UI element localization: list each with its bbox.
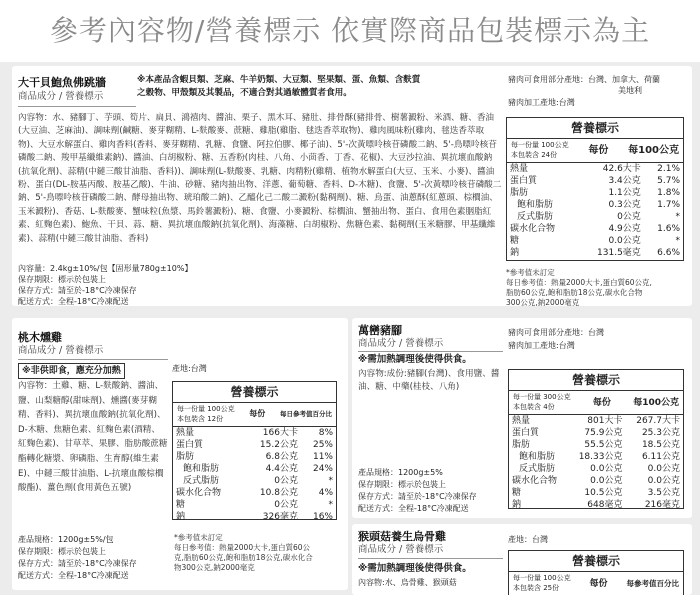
- nutrient-name: 反式脂肪: [183, 476, 220, 487]
- nutrition-row: [173, 463, 336, 475]
- nutrient-per-100g: 1.8%: [657, 188, 680, 199]
- col-daily-value: 每日參考值百分比: [280, 410, 332, 419]
- shelf-life-text: 保存期限：標示於包裝上: [18, 275, 106, 284]
- nutrient-per-serving: 1.1公克: [608, 188, 641, 199]
- nutrition-row: [173, 451, 336, 463]
- nutrition-row: [507, 235, 683, 247]
- nutrient-per-100g: *: [675, 236, 680, 247]
- nutrition-row: [509, 439, 683, 451]
- volume-text: 內容量：2.4kg±10%/包【固形量780g±10%】: [18, 264, 193, 273]
- nutrient-name: 熱量: [176, 428, 195, 439]
- nutrient-per-100g: 8%: [318, 428, 333, 439]
- nutrition-row: [509, 415, 683, 427]
- nutrient-per-serving: 131.5毫克: [597, 248, 641, 259]
- nutrient-name: 蛋白質: [510, 176, 538, 187]
- nutrition-row: [509, 475, 683, 487]
- origin-label: 產地：台灣: [508, 535, 548, 544]
- nutrient-name: 糖: [512, 488, 522, 499]
- nutrient-per-100g: *: [328, 476, 333, 487]
- origin-label: 產地:台灣: [172, 364, 207, 373]
- nutrition-row: [507, 187, 683, 199]
- nutrient-per-100g: *: [675, 212, 680, 223]
- nutrition-row: [509, 451, 683, 463]
- serving-size: 每一份量 100公克: [513, 574, 571, 583]
- origin-label-2: 美地利: [618, 86, 642, 95]
- nutrient-per-serving: 10.8公克: [259, 488, 298, 499]
- product-subtitle: 商品成分 / 營養標示: [358, 338, 444, 349]
- nutrient-per-100g: 3.5公克: [647, 488, 680, 499]
- note-line: 物300公克,鈉2000毫克: [174, 563, 255, 572]
- factory-label: 豬肉加工產地:台灣: [508, 98, 575, 107]
- nutrition-facts-1: [506, 117, 684, 261]
- nutrient-name: 碳水化合物: [510, 224, 556, 235]
- serving-size: 每一份量 300公克: [513, 393, 571, 402]
- nutrient-per-100g: 16%: [312, 512, 333, 523]
- origin-label: 豬肉可食用部分產地：台灣、加拿大、荷蘭: [508, 75, 660, 84]
- nutrient-per-serving: 10.5公克: [584, 488, 623, 499]
- nutrient-per-serving: 75.9公克: [584, 428, 623, 439]
- note-line: 脂肪60公克,飽和脂肪18公克,碳水化合物: [506, 288, 643, 297]
- nutrient-per-serving: 648毫克: [587, 500, 623, 511]
- nutrient-per-serving: 6.8公克: [265, 452, 298, 463]
- ingredients-text: 內容物：土雞、糖、L-麩酸鈉、醬油、鹽、山梨糖醇(甜味劑)、燻醬(麥芽糊精、香料)、異抗壞血酸鈉(抗氧化劑)、D-木糖、焦糖色素、紅麴色素(酒精、紅麴色素)、甘草萃、果膠、脂肪酸蔗糖酯轉化糖漿、卵磷脂、生育醇(維生素E)、中鏈三酸甘油脂、L-抗壞血酸棕櫚酸酯)、薑色劑(食用黃色五號): [18, 381, 168, 494]
- nutrient-name: 熱量: [512, 416, 531, 427]
- storage-text: 保存方式：請至於-18°C冷凍保存: [18, 286, 137, 295]
- nutrient-name: 熱量: [510, 164, 529, 175]
- nutrition-title: 營養標示: [507, 118, 683, 139]
- note-line: 克,脂肪60公克,飽和脂肪18公克,碳水化合: [174, 553, 313, 562]
- nutrient-name: 蛋白質: [176, 440, 204, 451]
- transport-text: 配送方式：全程-18°C冷凍配送: [18, 571, 129, 580]
- nutrition-facts-4: [508, 550, 684, 595]
- note-line: *參考值未訂定: [506, 268, 555, 277]
- shelf-life-text: 保存期限：標示於包裝上: [18, 547, 106, 556]
- nutrition-row: [173, 511, 336, 523]
- nutrition-row: [507, 175, 683, 187]
- nutrition-row: [173, 487, 336, 499]
- storage-text: 保存方式：請至於-18°C冷凍保存: [358, 492, 477, 501]
- nutrition-title: 營養標示: [509, 551, 683, 572]
- divider: [18, 106, 136, 107]
- nutrient-per-100g: 216毫克: [644, 500, 680, 511]
- nutrient-name: 碳水化合物: [512, 476, 558, 487]
- nutrient-per-serving: 0.0公克: [608, 236, 641, 247]
- storage-text: 保存方式：請至於-18°C冷凍保存: [18, 559, 137, 568]
- factory-label: 豬肉加工產地:台灣: [508, 341, 575, 350]
- nutrient-name: 鈉: [176, 512, 186, 523]
- product-name: 大干貝鮑魚佛跳牆: [18, 76, 106, 89]
- nutrition-meta: [509, 572, 683, 595]
- nutrition-table: [509, 415, 683, 511]
- nutrient-per-100g: 5.7%: [657, 176, 680, 187]
- nutrient-per-100g: 25%: [312, 440, 333, 451]
- ingredients-text: 內容物:水、烏骨雞、猴頭菇: [358, 578, 457, 587]
- nutrient-name: 飽和脂肪: [517, 200, 554, 211]
- nutrient-name: 飽和脂肪: [519, 452, 556, 463]
- nutrition-row: [173, 499, 336, 511]
- volume-text: 產品規格：1200g±5%/包: [18, 535, 114, 544]
- col-per-100g: 每100公克: [633, 397, 679, 408]
- allergen-warning: ※本產品含蝦貝類、芝麻、牛羊奶類、大豆類、堅果類、蛋、魚類、含麩質: [137, 75, 421, 85]
- nutrition-row: [509, 487, 683, 499]
- nutrition-row: [507, 163, 683, 175]
- nutrient-per-serving: 0.0公克: [590, 464, 623, 475]
- product-subtitle: 商品成分 / 營養標示: [18, 91, 104, 102]
- nutrient-per-100g: 267.7大卡: [636, 416, 680, 427]
- note-line: *參考值未訂定: [174, 533, 223, 542]
- nutrient-per-serving: 801大卡: [587, 416, 623, 427]
- nutrient-per-serving: 3.4公克: [608, 176, 641, 187]
- nutrient-per-100g: *: [328, 500, 333, 511]
- product-name: 萬巒豬腳: [358, 324, 402, 337]
- nutrition-row: [507, 247, 683, 259]
- ingredients-text: 內容物：水、豬腳丁、芋頭、筍片、扁貝、鴻禧肉、醬油、栗子、黑木耳、豬肚、排骨酥(豬排骨、樹薯澱粉、米酒、糖、香油(大豆油、芝麻油)、調味劑(鹹糖、麥芽糊精、L-麩酸麥、蔗糖、雞脂(雞脂、毬迭香萃取物)、雞肉風味粉(雞肉、毬迭香萃取物)、大豆水解蛋白、雞肉香料(香料、麥芽糊精、乳糖、食鹽、阿拉伯膠、椰子油)、5'-次黃嘌呤核苷磷酸二鈉、5'-鳥嘌呤核苷磷酸二鈉、羧甲基纖維素鈉)、醬油、白胡椒粉、糖、五香粉(肉桂、八角、小茴香、丁香、花椒)、大豆沙拉油、異抗壞血酸鈉(抗氧化劑)、蒜精(中鏈三酸甘油脂、香料))、調味劑(L-麩酸麥、乳糖、肉精粉(雞精、植物水解蛋白(大豆、玉米、小麥)、醬油粉、蛋白(DL-胺基丙酸、胺基乙酸)、牛油、砂糖、豬肉抽出物、洋蔥、葡萄糖、香料、D-木糖)、食鹽、5'-次黃嘌呤核苷磷酸二鈉、5'-鳥嘌呤核苷磷酸二鈉、酵母抽出物、琥珀酸二鈉)、乙醯化己二酸二澱粉(黏稠劑)、糖、烏蛋、油蔥酥(紅蔥頭、棕櫚油、玉米澱粉)、香菇、L-麩酸麥、蟹味粒(魚漿、馬鈴薯澱粉)、糖、食鹽、小麥澱粉、棕櫚油、蟹抽出物、蛋白、食用色素胭脂紅素、紅麴色素)、鮑魚、干貝、蒜、糖、異抗壞血酸鈉(抗氧化劑)、海藻糖、白胡椒粉、焦糖色素、黏稠劑(玉米糖膠、甲基纖維素)、蒜精(中鏈三酸甘油脂、香料): [18, 113, 502, 244]
- nutrient-per-serving: 0.3公克: [608, 200, 641, 211]
- note-line: 每日參考值：熱量2000大卡,蛋白質60公: [174, 543, 311, 552]
- nutrient-per-serving: 55.5公克: [584, 440, 623, 451]
- nutrition-row: [507, 199, 683, 211]
- nutrient-per-100g: 6.6%: [657, 248, 680, 259]
- nutrient-per-100g: 6.11公克: [641, 452, 680, 463]
- nutrient-per-100g: 18.5公克: [641, 440, 680, 451]
- nutrient-per-serving: 0公克: [617, 212, 641, 223]
- nutrition-facts-3: [508, 369, 684, 509]
- nutrient-name: 糖: [176, 500, 186, 511]
- nutrient-per-serving: 0公克: [274, 500, 298, 511]
- nutrient-per-100g: 1.6%: [657, 224, 680, 235]
- col-per-serving: 每份: [589, 578, 608, 589]
- note-line: 每日參考值：熱量2000大卡,蛋白質60公克,: [506, 278, 652, 287]
- nutrient-per-100g: 4%: [318, 488, 333, 499]
- nutrient-per-100g: 1.7%: [657, 200, 680, 211]
- nutrient-per-serving: 166大卡: [262, 428, 298, 439]
- nutrient-per-serving: 18.33公克: [578, 452, 623, 463]
- page-title: 參考內容物/營養標示 依實際商品包裝標示為主: [49, 14, 651, 48]
- nutrient-name: 飽和脂肪: [183, 464, 220, 475]
- nutrient-name: 鈉: [512, 500, 522, 511]
- transport-text: 配送方式：全程-18°C冷凍配送: [18, 297, 129, 306]
- nutrient-name: 蛋白質: [512, 428, 540, 439]
- col-per-serving: 每份: [592, 397, 611, 408]
- nutrition-title: 營養標示: [509, 370, 683, 391]
- heating-warning: ※需加熱調理後使得供食。: [358, 354, 472, 365]
- origin-label: 豬肉可食用部分產地：台灣: [508, 328, 604, 337]
- nutrient-per-100g: 25.3公克: [641, 428, 680, 439]
- nutrient-name: 脂肪: [176, 452, 195, 463]
- nutrition-row: [173, 427, 336, 439]
- divider: [358, 558, 503, 559]
- col-per-serving: 每份: [249, 409, 266, 419]
- product-name: 猴頭菇養生烏骨雞: [358, 530, 446, 543]
- servings-count: 本包裝含 25份: [513, 583, 560, 592]
- nutrient-per-serving: 0.0公克: [590, 476, 623, 487]
- nutrient-per-serving: 42.6大卡: [602, 164, 641, 175]
- nutrition-meta: [507, 139, 683, 163]
- nutrient-per-100g: 11%: [312, 452, 333, 463]
- heating-warning: ※需加熱調理後使得供食。: [358, 563, 472, 574]
- nutrient-per-100g: 24%: [312, 464, 333, 475]
- nutrition-title: 營養標示: [173, 382, 336, 403]
- product-name: 桃木燻雞: [18, 331, 62, 344]
- nutrient-name: 脂肪: [512, 440, 531, 451]
- nutrition-note: [174, 533, 344, 573]
- nutrient-name: 碳水化合物: [176, 488, 222, 499]
- nutrient-name: 反式脂肪: [519, 464, 556, 475]
- nutrition-row: [507, 211, 683, 223]
- heating-warning: ※非供即食，應充分加熱: [18, 363, 125, 379]
- nutrient-per-serving: 4.9公克: [608, 224, 641, 235]
- serving-size: 每一份量 100公克: [177, 405, 235, 414]
- product-subtitle: 商品成分 / 營養標示: [358, 544, 444, 555]
- col-per-100g: 每100公克: [628, 144, 679, 156]
- allergen-warning-2: 之穀物、甲殼類及其製品，不適合對其過敏體質者食用。: [137, 88, 352, 98]
- nutrition-note: [506, 268, 686, 308]
- nutrient-per-100g: 2.1%: [657, 164, 680, 175]
- transport-text: 配送方式：全程-18°C冷凍配送: [358, 504, 469, 513]
- servings-count: 本包裝含 12份: [177, 414, 224, 423]
- product-subtitle: 商品成分 / 營養標示: [18, 345, 104, 356]
- divider: [358, 351, 503, 352]
- col-per-serving: 每份: [588, 144, 609, 156]
- nutrient-name: 糖: [510, 236, 520, 247]
- divider: [18, 359, 168, 360]
- nutrition-table: [173, 427, 336, 523]
- nutrition-row: [173, 439, 336, 451]
- nutrient-per-serving: 0公克: [274, 476, 298, 487]
- nutrient-name: 脂肪: [510, 188, 529, 199]
- nutrient-per-serving: 326毫克: [262, 512, 298, 523]
- nutrition-row: [509, 427, 683, 439]
- nutrient-per-serving: 15.2公克: [259, 440, 298, 451]
- serving-size: 每一份量 100公克: [511, 141, 569, 150]
- nutrient-per-100g: 0.0公克: [647, 464, 680, 475]
- nutrient-name: 反式脂肪: [517, 212, 554, 223]
- servings-count: 本包裝含 4份: [513, 402, 555, 411]
- servings-count: 本包裝含 24份: [511, 150, 558, 159]
- nutrient-name: 鈉: [510, 248, 520, 259]
- nutrition-meta: [173, 403, 336, 427]
- nutrition-row: [509, 499, 683, 511]
- nutrition-row: [509, 463, 683, 475]
- volume-text: 產品規格：1200g±5%: [358, 468, 443, 477]
- nutrient-per-100g: 0.0公克: [647, 476, 680, 487]
- ingredients-text: 內容物:成份:豬腳(台灣)、食用鹽、醬油、糖、中藥(桂枝、八角): [358, 369, 500, 392]
- nutrition-table: [507, 163, 683, 259]
- shelf-life-text: 保存期限：標示於包裝上: [358, 480, 446, 489]
- nutrition-row: [507, 223, 683, 235]
- nutrition-facts-2: [172, 381, 337, 523]
- col-daily-value: 每參考值百分比: [626, 578, 679, 588]
- note-line: 300公克,鈉2000毫克: [506, 298, 580, 307]
- nutrient-per-serving: 4.4公克: [265, 464, 298, 475]
- nutrition-meta: [509, 391, 683, 415]
- nutrition-row: [173, 475, 336, 487]
